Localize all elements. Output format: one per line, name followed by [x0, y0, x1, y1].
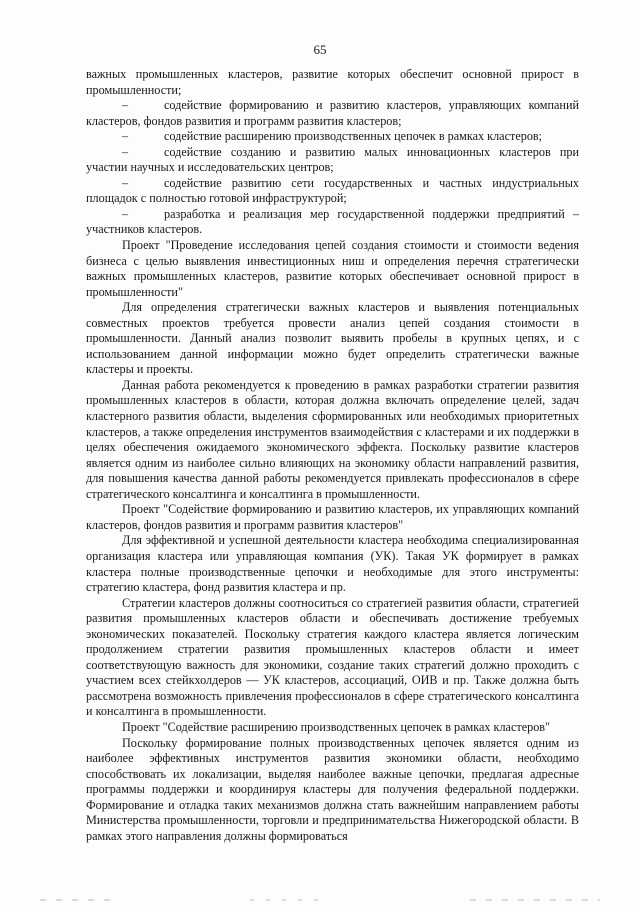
bullet-dash: – — [122, 98, 129, 113]
bullet-dash: – — [122, 129, 129, 144]
project-heading: Проект "Содействие формированию и развитию кластеров, их управляющих компаний кластеров, фондов развития и программ развития кластеров" — [86, 502, 579, 532]
document-body — [86, 67, 579, 844]
bullet-text: содействие расширению производственных цепочек в рамках кластеров; — [164, 129, 543, 144]
body-paragraph: Данная работа рекомендуется к проведению в рамках разработки стратегии развития промышленных кластеров в области, которая должна включать определение целей, задач кластерного развития области, выделения сформированных или необходимых приоритетных кластеров, а также определения инструментов взаимодействия с кластерами и их поддержки в целях обеспечения ожидаемого экономического эффекта. Поскольку развитие кластеров является одним из наиболее сильно влияющих на экономику области направлений развития, для повышения качества данной работы рекомендуется привлекать профессионалов в сфере стратегического консалтинга и консалтинга в промышленности. — [86, 377, 579, 501]
bullet-dash: – — [122, 175, 129, 190]
scan-edge-marks — [0, 895, 640, 905]
bullet-dash: – — [122, 206, 129, 221]
body-paragraph: Для определения стратегически важных кластеров и выявления потенциальных совместных проектов требуется провести анализ цепей создания стоимости в промышленности. Данный анализ позволит выявить пробелы в крупных цепях, и с использованием данной информации можно будет определить стратегически важные кластеры и проекты. — [86, 300, 579, 377]
bullet-item — [86, 145, 579, 176]
bullet-item — [86, 98, 579, 129]
bullet-text: содействие развитию сети государственных и частных индустриальных площадок с полностью готовой инфраструктурой; — [86, 175, 579, 206]
bullet-dash: – — [122, 144, 129, 159]
body-paragraph: Для эффективной и успешной деятельности кластера необходима специализированная организация кластера или управляющая компания (УК). Такая УК формирует в рамках кластера полные производственные цепочки и необходимые для этого инструменты: стратегию кластера, фонд развития кластера и пр. — [86, 533, 579, 595]
body-paragraph: Поскольку формирование полных производственных цепочек является одним из наиболее эффективных инструментов развития экономики области, необходимо способствовать их локализации, выделяя наиболее важные цепочки, предлагая адресные программы поддержки и координируя кластеры для получения федеральной поддержки. Формирование и отладка таких механизмов должна стать важнейшим направлением работы Министерства промышленности, торговли и предпринимательства Нижегородской области. В рамках этого направления должны формироваться — [86, 735, 579, 843]
project-heading: Проект "Содействие расширению производственных цепочек в рамках кластеров" — [122, 719, 551, 734]
continuation-text: важных промышленных кластеров, развитие которых обеспечит основной прирост в промышленности; — [86, 67, 579, 97]
page-number: 65 — [313, 42, 327, 57]
bullet-text: содействие формированию и развитию кластеров, управляющих компаний кластеров, фондов развития и программ развития кластеров; — [86, 98, 579, 128]
bullet-text: разработка и реализация мер государственной поддержки предприятий – участников кластеров. — [86, 206, 579, 237]
bullet-item — [86, 129, 579, 145]
body-paragraph: Стратегии кластеров должны соотноситься со стратегией развития области, стратегией развития промышленных кластеров области и обеспечивать достижение требуемых экономических показателей. Поскольку стратегия каждого кластера является логическим продолжением стратегии развития промышленных кластеров области и имеет соответствующую важность для экономики, создание таких стратегий должно проходить с участием всех стейкхолдеров — УК кластеров, ассоциаций, ОИВ и пр. Также должна быть рассмотрена возможность привлечения профессионалов в сфере стратегического консалтинга и консалтинга в промышленности. — [86, 595, 579, 719]
project-heading: Проект "Проведение исследования цепей создания стоимости и стоимости ведения бизнеса с целью выявления инвестиционных ниш и определения перечня стратегически важных промышленных кластеров, развитие которых обеспечивает основной прирост в промышленности" — [86, 238, 579, 299]
bullet-item — [86, 207, 579, 238]
bullet-text: содействие созданию и развитию малых инновационных кластеров при участии научных и исследовательских центров; — [86, 144, 579, 175]
bullet-item — [86, 176, 579, 207]
